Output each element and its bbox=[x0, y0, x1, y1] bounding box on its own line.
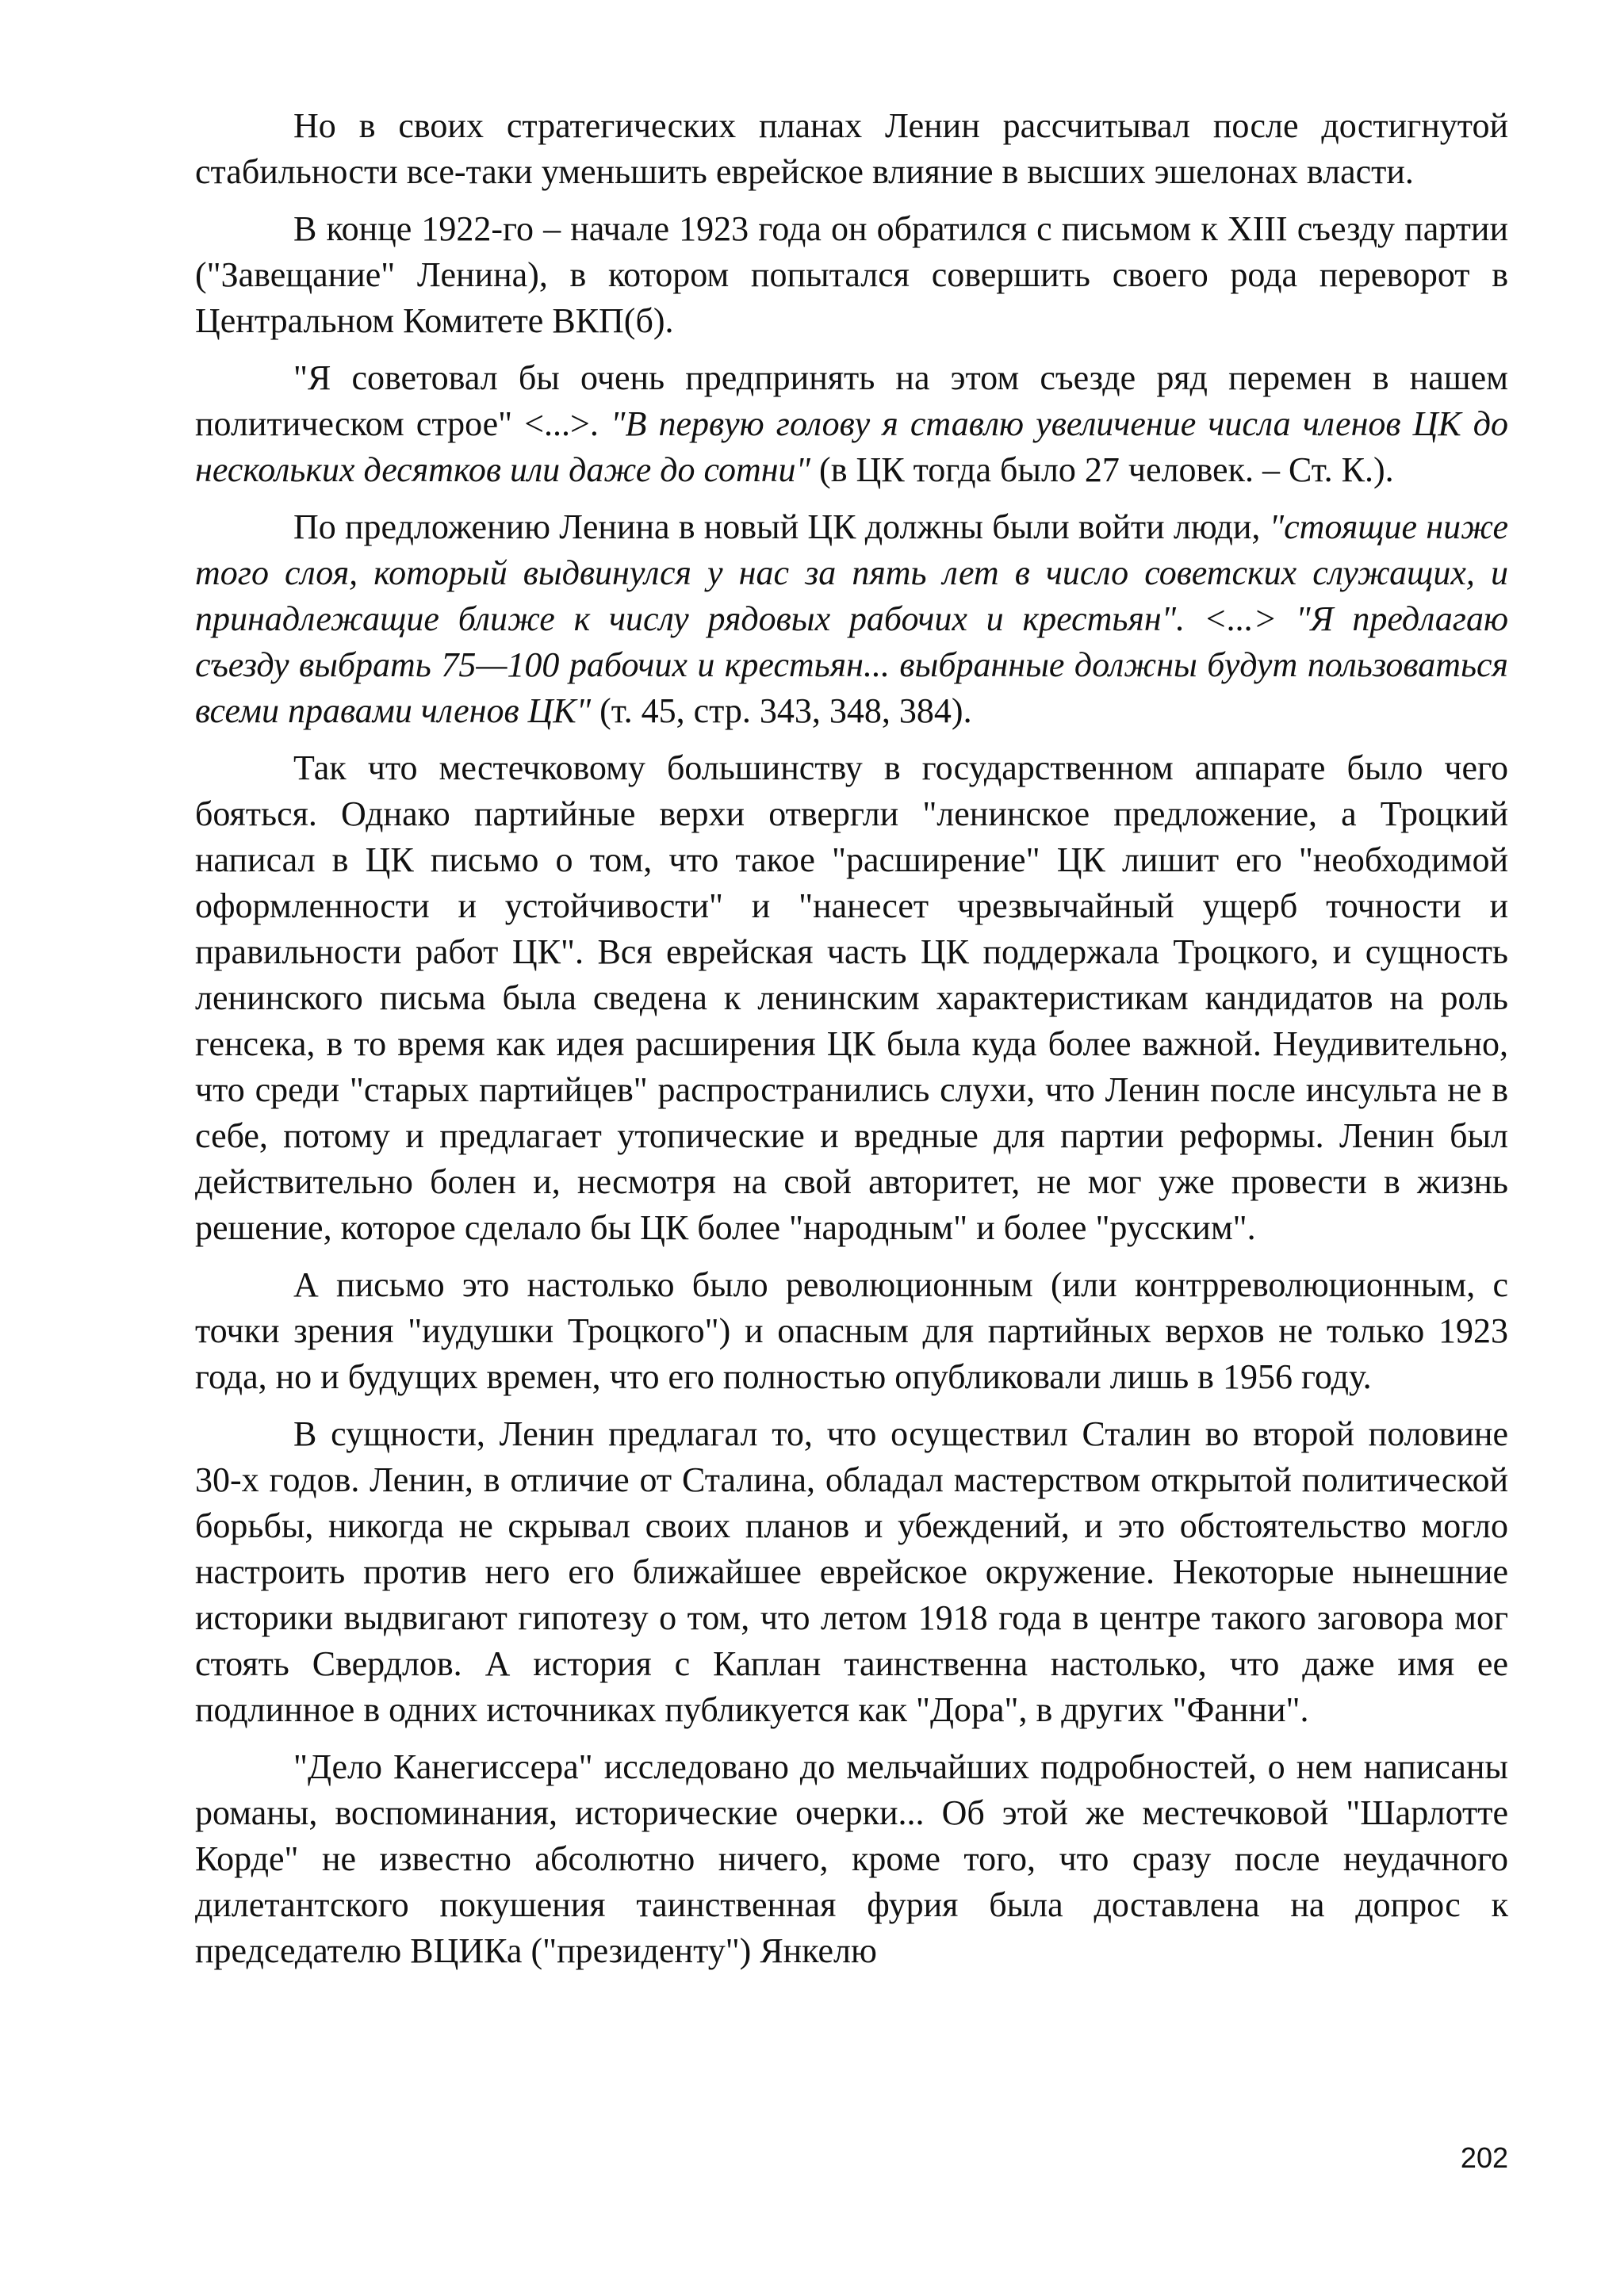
paragraph-5-text: Так что местечковому большинству в государственном аппарате было чего бояться. Однако партийные верхи отвергли "ленинское предложение, а Троцкий написал в ЦК письмо о том, что такое "расширение" ЦК лишит его "необходимой оформленности и устойчивости" и "нанесет чрезвычайный ущерб точности и правильности работ ЦК". Вся еврейская часть ЦК поддержала Троцкого, и сущность ленинского письма была сведена к ленинским характеристикам кандидатов на роль генсека, в то время как идея расширения ЦК была куда более важной. Неудивительно, что среди "старых партийцев" распространились слухи, что Ленин после инсульта не в себе, потому и предлагает утопические и вредные для партии реформы. Ленин был действительно болен и, несмотря на свой авторитет, не мог уже провести в жизнь решение, которое сделало бы ЦК более "народным" и более "русским". bbox=[195, 748, 1508, 1247]
paragraph-4-quote: "стоящие ниже того слоя, который выдвинулся у нас за пять лет в число советских служащих, и принадлежащие ближе к числу рядовых рабочих и крестьян". <...> "Я предлагаю съезду выбрать 75—100 рабочих и крестьян... выбранные должны будут пользоваться всеми правами членов ЦК" bbox=[195, 507, 1508, 730]
paragraph-1 bbox=[195, 103, 1508, 195]
paragraph-3-quote: "В первую голову я ставлю увеличение числа членов ЦК до нескольких десятков или даже до сотни" bbox=[195, 404, 1508, 489]
paragraph-8-text: "Дело Канегиссера" исследовано до мельчайших подробностей, о нем написаны романы, воспоминания, исторические очерки... Об этой же местечковой "Шарлотте Корде" не известно абсолютно ничего, кроме того, что сразу после неудачного дилетантского покушения таинственная фурия была доставлена на допрос к председателю ВЦИКа ("президенту") Янкелю bbox=[195, 1747, 1508, 1970]
paragraph-1-text: Но в своих стратегических планах Ленин рассчитывал после достигнутой стабильности все-таки уменьшить еврейское влияние в высших эшелонах власти. bbox=[195, 106, 1508, 191]
paragraph-6 bbox=[195, 1262, 1508, 1400]
paragraph-7-text: В сущности, Ленин предлагал то, что осуществил Сталин во второй половине 30-х годов. Ленин, в отличие от Сталина, обладал мастерством открытой политической борьбы, никогда не скрывал своих планов и убеждений, и это обстоятельство могло настроить против него его ближайшее еврейское окружение. Некоторые нынешние историки выдвигают гипотезу о том, что летом 1918 года в центре такого заговора мог стоять Свердлов. А история с Каплан таинственна настолько, что даже имя ее подлинное в одних источниках публикуется как "Дора", в других "Фанни". bbox=[195, 1414, 1508, 1729]
paragraph-6-text: А письмо это настолько было революционным (или контрреволюционным, с точки зрения "иудушки Троцкого") и опасным для партийных верхов не только 1923 года, но и будущих времен, что его полностью опубликовали лишь в 1956 году. bbox=[195, 1265, 1508, 1396]
paragraph-8 bbox=[195, 1744, 1508, 1974]
paragraph-3 bbox=[195, 355, 1508, 493]
paragraph-2-text: В конце 1922-го – начале 1923 года он обратился с письмом к XIII съезду партии ("Завещание" Ленина), в котором попытался совершить своего рода переворот в Центральном Комитете ВКП(б). bbox=[195, 209, 1508, 340]
paragraph-4-citation: (т. 45, стр. 343, 348, 384). bbox=[591, 691, 972, 730]
document-page bbox=[195, 103, 1508, 1985]
paragraph-4 bbox=[195, 504, 1508, 734]
page-number: 202 bbox=[1460, 2141, 1508, 2174]
paragraph-4-text: По предложению Ленина в новый ЦК должны были войти люди, bbox=[293, 507, 1270, 546]
paragraph-2 bbox=[195, 206, 1508, 344]
paragraph-3-text: "Я советовал бы очень предпринять на этом съезде ряд перемен в нашем политическом строе" <...>. bbox=[195, 358, 1508, 443]
paragraph-5 bbox=[195, 745, 1508, 1251]
paragraph-7 bbox=[195, 1411, 1508, 1733]
paragraph-3-note: (в ЦК тогда было 27 человек. – Ст. К.). bbox=[810, 450, 1394, 489]
